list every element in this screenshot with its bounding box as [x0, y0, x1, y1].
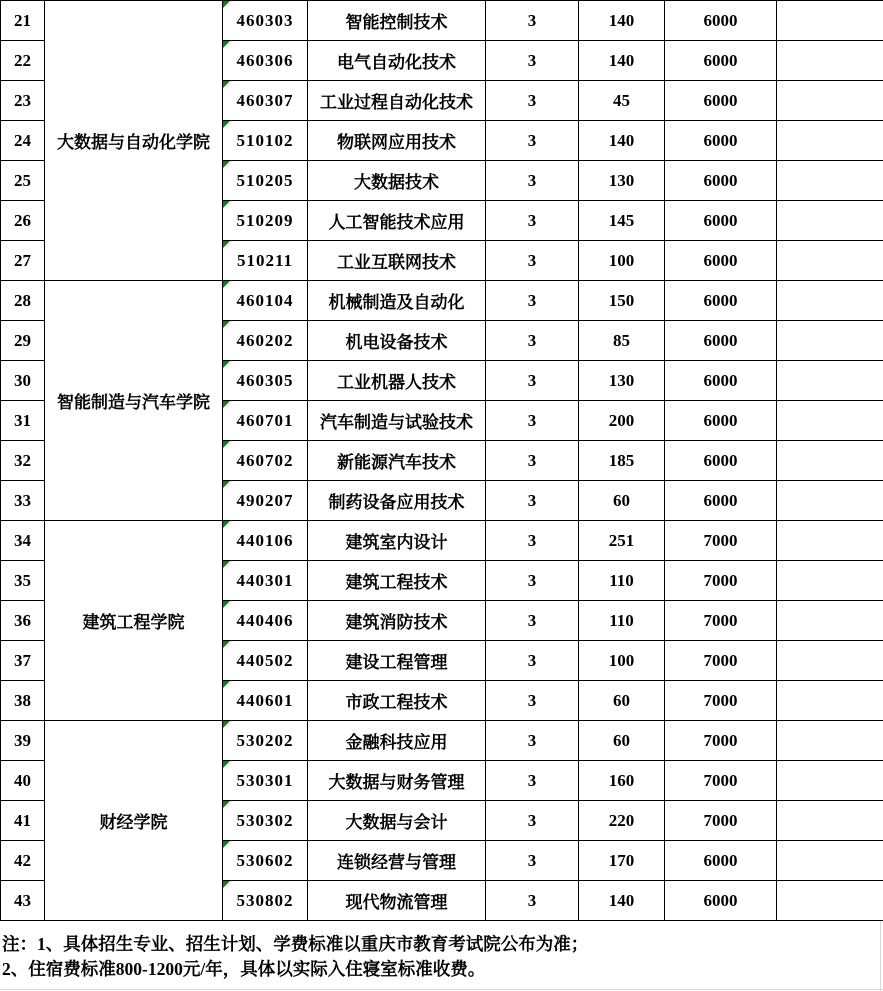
- study-years-cell: 3: [486, 1, 579, 41]
- study-years-cell: 3: [486, 481, 579, 521]
- major-name-cell: 工业机器人技术: [308, 361, 486, 401]
- plan-count-cell: 170: [579, 841, 665, 881]
- empty-cell: [777, 1, 883, 41]
- plan-count-cell: 140: [579, 1, 665, 41]
- row-number-cell: 24: [1, 121, 45, 161]
- row-number-cell: 36: [1, 601, 45, 641]
- study-years-cell: 3: [486, 241, 579, 281]
- row-number-cell: 37: [1, 641, 45, 681]
- major-name-cell: 机电设备技术: [308, 321, 486, 361]
- row-number-cell: 31: [1, 401, 45, 441]
- tuition-fee-cell: 7000: [665, 801, 777, 841]
- row-number-cell: 39: [1, 721, 45, 761]
- study-years-cell: 3: [486, 601, 579, 641]
- tuition-fee-cell: 7000: [665, 721, 777, 761]
- tuition-fee-cell: 6000: [665, 841, 777, 881]
- tuition-fee-cell: 6000: [665, 321, 777, 361]
- plan-count-cell: 140: [579, 881, 665, 921]
- major-code-cell: 490207: [223, 481, 308, 521]
- major-code-cell: 440601: [223, 681, 308, 721]
- row-number-cell: 34: [1, 521, 45, 561]
- major-code-cell: 530302: [223, 801, 308, 841]
- study-years-cell: 3: [486, 841, 579, 881]
- study-years-cell: 3: [486, 681, 579, 721]
- major-name-cell: 大数据与财务管理: [308, 761, 486, 801]
- major-code-cell: 460307: [223, 81, 308, 121]
- plan-count-cell: 60: [579, 721, 665, 761]
- plan-count-cell: 110: [579, 601, 665, 641]
- study-years-cell: 3: [486, 761, 579, 801]
- major-code-cell: 530602: [223, 841, 308, 881]
- tuition-fee-cell: 6000: [665, 81, 777, 121]
- row-number-cell: 43: [1, 881, 45, 921]
- empty-cell: [777, 681, 883, 721]
- major-name-cell: 机械制造及自动化: [308, 281, 486, 321]
- major-name-cell: 新能源汽车技术: [308, 441, 486, 481]
- tuition-fee-cell: 6000: [665, 881, 777, 921]
- row-number-cell: 38: [1, 681, 45, 721]
- major-name-cell: 工业互联网技术: [308, 241, 486, 281]
- footnote-line-1: 注：1、具体招生专业、招生计划、学费标准以重庆市教育考试院公布为准；: [2, 934, 589, 954]
- major-code-cell: 460303: [223, 1, 308, 41]
- row-number-cell: 22: [1, 41, 45, 81]
- major-name-cell: 现代物流管理: [308, 881, 486, 921]
- faint-gridline-right: [880, 921, 881, 991]
- empty-cell: [777, 481, 883, 521]
- major-code-cell: 440406: [223, 601, 308, 641]
- plan-count-cell: 185: [579, 441, 665, 481]
- row-number-cell: 33: [1, 481, 45, 521]
- major-name-cell: 建筑室内设计: [308, 521, 486, 561]
- college-cell: 智能制造与汽车学院: [45, 281, 223, 521]
- tuition-fee-cell: 6000: [665, 481, 777, 521]
- tuition-fee-cell: 7000: [665, 601, 777, 641]
- major-code-cell: 510205: [223, 161, 308, 201]
- study-years-cell: 3: [486, 121, 579, 161]
- plan-count-cell: 220: [579, 801, 665, 841]
- major-name-cell: 制药设备应用技术: [308, 481, 486, 521]
- table-row: [1, 281, 883, 321]
- empty-cell: [777, 801, 883, 841]
- study-years-cell: 3: [486, 521, 579, 561]
- empty-cell: [777, 81, 883, 121]
- row-number-cell: 41: [1, 801, 45, 841]
- empty-cell: [777, 281, 883, 321]
- plan-count-cell: 160: [579, 761, 665, 801]
- college-cell: 建筑工程学院: [45, 521, 223, 721]
- study-years-cell: 3: [486, 401, 579, 441]
- empty-cell: [777, 641, 883, 681]
- major-name-cell: 建筑工程技术: [308, 561, 486, 601]
- study-years-cell: 3: [486, 201, 579, 241]
- plan-count-cell: 45: [579, 81, 665, 121]
- college-cell: 财经学院: [45, 721, 223, 921]
- row-number-cell: 23: [1, 81, 45, 121]
- plan-count-cell: 145: [579, 201, 665, 241]
- faint-gridline-bottom: [0, 989, 883, 990]
- empty-cell: [777, 161, 883, 201]
- tuition-fee-cell: 6000: [665, 161, 777, 201]
- row-number-cell: 28: [1, 281, 45, 321]
- tuition-fee-cell: 7000: [665, 681, 777, 721]
- study-years-cell: 3: [486, 41, 579, 81]
- tuition-fee-cell: 6000: [665, 201, 777, 241]
- major-code-cell: 530301: [223, 761, 308, 801]
- row-number-cell: 29: [1, 321, 45, 361]
- major-name-cell: 建筑消防技术: [308, 601, 486, 641]
- empty-cell: [777, 761, 883, 801]
- major-code-cell: 440106: [223, 521, 308, 561]
- major-name-cell: 建设工程管理: [308, 641, 486, 681]
- tuition-fee-cell: 6000: [665, 1, 777, 41]
- major-code-cell: 440502: [223, 641, 308, 681]
- table-row: [1, 721, 883, 761]
- empty-cell: [777, 841, 883, 881]
- tuition-fee-cell: 6000: [665, 401, 777, 441]
- row-number-cell: 21: [1, 1, 45, 41]
- table-row: [1, 521, 883, 561]
- study-years-cell: 3: [486, 441, 579, 481]
- plan-count-cell: 150: [579, 281, 665, 321]
- row-number-cell: 26: [1, 201, 45, 241]
- tuition-fee-cell: 6000: [665, 121, 777, 161]
- major-name-cell: 智能控制技术: [308, 1, 486, 41]
- empty-cell: [777, 521, 883, 561]
- study-years-cell: 3: [486, 81, 579, 121]
- empty-cell: [777, 41, 883, 81]
- tuition-fee-cell: 7000: [665, 561, 777, 601]
- study-years-cell: 3: [486, 801, 579, 841]
- plan-count-cell: 140: [579, 121, 665, 161]
- row-number-cell: 35: [1, 561, 45, 601]
- tuition-fee-cell: 6000: [665, 361, 777, 401]
- plan-count-cell: 100: [579, 241, 665, 281]
- tuition-fee-cell: 7000: [665, 521, 777, 561]
- major-name-cell: 连锁经营与管理: [308, 841, 486, 881]
- major-code-cell: 530802: [223, 881, 308, 921]
- plan-count-cell: 130: [579, 361, 665, 401]
- major-name-cell: 大数据与会计: [308, 801, 486, 841]
- row-number-cell: 30: [1, 361, 45, 401]
- plan-count-cell: 110: [579, 561, 665, 601]
- tuition-fee-cell: 7000: [665, 761, 777, 801]
- tuition-fee-cell: 6000: [665, 241, 777, 281]
- row-number-cell: 25: [1, 161, 45, 201]
- college-cell: 大数据与自动化学院: [45, 1, 223, 281]
- empty-cell: [777, 201, 883, 241]
- study-years-cell: 3: [486, 161, 579, 201]
- major-code-cell: 460701: [223, 401, 308, 441]
- major-code-cell: 460306: [223, 41, 308, 81]
- tuition-fee-cell: 6000: [665, 281, 777, 321]
- empty-cell: [777, 881, 883, 921]
- major-name-cell: 汽车制造与试验技术: [308, 401, 486, 441]
- plan-count-cell: 60: [579, 681, 665, 721]
- major-code-cell: 460702: [223, 441, 308, 481]
- plan-count-cell: 85: [579, 321, 665, 361]
- major-code-cell: 460104: [223, 281, 308, 321]
- empty-cell: [777, 401, 883, 441]
- empty-cell: [777, 361, 883, 401]
- major-name-cell: 金融科技应用: [308, 721, 486, 761]
- row-number-cell: 40: [1, 761, 45, 801]
- study-years-cell: 3: [486, 361, 579, 401]
- tuition-fee-cell: 7000: [665, 641, 777, 681]
- empty-cell: [777, 241, 883, 281]
- major-name-cell: 电气自动化技术: [308, 41, 486, 81]
- empty-cell: [777, 321, 883, 361]
- plan-count-cell: 251: [579, 521, 665, 561]
- footnote-line-2: 2、住宿费标准800-1200元/年，具体以实际入住寝室标准收费。: [2, 959, 486, 979]
- study-years-cell: 3: [486, 641, 579, 681]
- study-years-cell: 3: [486, 281, 579, 321]
- major-name-cell: 人工智能技术应用: [308, 201, 486, 241]
- study-years-cell: 3: [486, 721, 579, 761]
- row-number-cell: 32: [1, 441, 45, 481]
- major-name-cell: 大数据技术: [308, 161, 486, 201]
- major-code-cell: 530202: [223, 721, 308, 761]
- empty-cell: [777, 561, 883, 601]
- row-number-cell: 42: [1, 841, 45, 881]
- empty-cell: [777, 721, 883, 761]
- plan-count-cell: 60: [579, 481, 665, 521]
- study-years-cell: 3: [486, 321, 579, 361]
- table-row: [1, 1, 883, 41]
- row-number-cell: 27: [1, 241, 45, 281]
- major-name-cell: 物联网应用技术: [308, 121, 486, 161]
- major-code-cell: 510102: [223, 121, 308, 161]
- major-code-cell: 510211: [223, 241, 308, 281]
- major-code-cell: 460305: [223, 361, 308, 401]
- tuition-fee-cell: 6000: [665, 41, 777, 81]
- major-code-cell: 440301: [223, 561, 308, 601]
- plan-count-cell: 100: [579, 641, 665, 681]
- plan-count-cell: 140: [579, 41, 665, 81]
- major-name-cell: 市政工程技术: [308, 681, 486, 721]
- plan-count-cell: 130: [579, 161, 665, 201]
- plan-count-cell: 200: [579, 401, 665, 441]
- major-name-cell: 工业过程自动化技术: [308, 81, 486, 121]
- major-code-cell: 460202: [223, 321, 308, 361]
- empty-cell: [777, 601, 883, 641]
- major-code-cell: 510209: [223, 201, 308, 241]
- empty-cell: [777, 441, 883, 481]
- study-years-cell: 3: [486, 881, 579, 921]
- tuition-fee-cell: 6000: [665, 441, 777, 481]
- footnotes: [2, 932, 883, 982]
- study-years-cell: 3: [486, 561, 579, 601]
- empty-cell: [777, 121, 883, 161]
- enrollment-table-body: [1, 1, 883, 921]
